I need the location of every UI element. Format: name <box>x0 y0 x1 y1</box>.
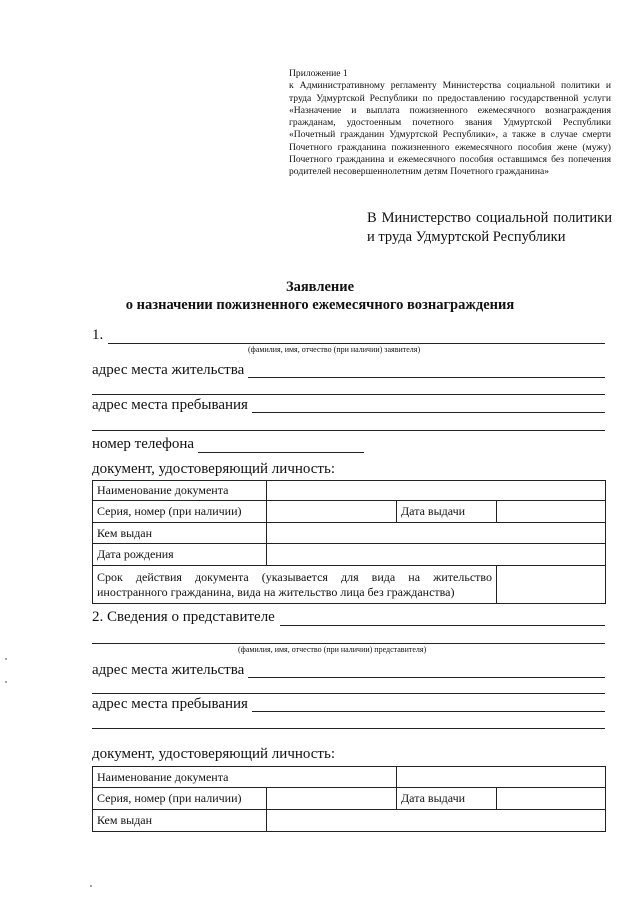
table-row <box>93 767 606 788</box>
scan-speck <box>5 681 7 683</box>
representative-name-caption: (фамилия, имя, отчество (при наличии) представителя) <box>238 645 427 654</box>
rep-issued-by-label: Кем выдан <box>93 810 267 832</box>
stay-label: адрес места пребывания <box>92 397 248 413</box>
section1-number: 1. <box>92 327 104 343</box>
validity-line2: иностранного гражданина, вида на жительство лица без гражданства) <box>97 584 455 599</box>
representative-field[interactable] <box>280 625 605 626</box>
applicant-name-caption: (фамилия, имя, отчество (при наличии) заявителя) <box>248 345 421 354</box>
issued-by-cell[interactable] <box>267 523 606 544</box>
rep-residence-label: адрес места жительства <box>92 662 245 678</box>
table-row <box>93 810 606 832</box>
rep-doc-name-label: Наименование документа <box>93 767 397 788</box>
rep-stay-field-line2[interactable] <box>92 728 605 729</box>
residence-label: адрес места жительства <box>92 362 245 378</box>
scan-speck <box>90 885 92 887</box>
rep-stay-field[interactable] <box>252 711 605 712</box>
id-doc-label: документ, удостоверяющий личность: <box>92 461 335 477</box>
rep-residence-field[interactable] <box>248 677 605 678</box>
table-row <box>93 481 606 501</box>
validity-label <box>93 566 497 604</box>
issue-date-label: Дата выдачи <box>397 501 497 523</box>
addressee: В Министерство социальной политики и труда Удмуртской Республики <box>367 210 612 245</box>
rep-series-number-label: Серия, номер (при наличии) <box>93 788 267 810</box>
issued-by-label: Кем выдан <box>93 523 267 544</box>
scan-speck <box>5 658 7 660</box>
series-number-cell[interactable] <box>267 501 397 523</box>
issue-date-cell[interactable] <box>497 501 606 523</box>
validity-line1: Срок действия документа (указывается для вида на жительство <box>97 569 492 584</box>
birth-date-cell[interactable] <box>267 544 606 566</box>
birth-date-label: Дата рождения <box>93 544 267 566</box>
table-row <box>93 566 606 604</box>
rep-series-number-cell[interactable] <box>267 788 397 810</box>
phone-label: номер телефона <box>92 436 195 452</box>
table-row <box>93 501 606 523</box>
residence-field-line2[interactable] <box>92 394 605 395</box>
document-subtitle: о назначении пожизненного ежемесячного вознаграждения <box>125 297 515 313</box>
id-document-table <box>92 480 606 604</box>
rep-residence-field-line2[interactable] <box>92 693 605 694</box>
phone-field[interactable] <box>198 452 364 453</box>
applicant-name-field[interactable] <box>108 343 605 344</box>
representative-label: 2. Сведения о представителе <box>92 609 275 625</box>
stay-field-line2[interactable] <box>92 430 605 431</box>
rep-doc-name-cell[interactable] <box>397 767 606 788</box>
doc-name-label: Наименование документа <box>93 481 267 501</box>
table-row <box>93 523 606 544</box>
rep-id-document-table <box>92 766 606 832</box>
table-row <box>93 544 606 566</box>
rep-stay-label: адрес места пребывания <box>92 696 248 712</box>
series-number-label: Серия, номер (при наличии) <box>93 501 267 523</box>
appendix-block <box>289 68 611 179</box>
appendix-title: Приложение 1 <box>289 68 348 79</box>
validity-cell[interactable] <box>497 566 606 604</box>
rep-issue-date-label: Дата выдачи <box>397 788 497 810</box>
appendix-text: к Административному регламенту Министерства социальной политики и труда Удмуртской Республики по предоставлению государственной услуги «Назначение и выплата пожизненного ежемесячного вознаграждения гражданам, удостоенным почетного звания Удмуртской Республики «Почетный гражданин Удмуртской Республики», а также в случае смерти Почетного гражданина пожизненного ежемесячного пособия жене (мужу) Почетного гражданина и ежемесячного пособия оставшимся без попечения родителей несовершеннолетним детям Почетного гражданина» <box>289 80 611 178</box>
residence-field[interactable] <box>248 377 605 378</box>
doc-name-cell[interactable] <box>267 481 606 501</box>
rep-id-doc-label: документ, удостоверяющий личность: <box>92 746 335 762</box>
rep-issue-date-cell[interactable] <box>497 788 606 810</box>
representative-name-field[interactable] <box>92 643 605 644</box>
document-title: Заявление <box>285 279 355 295</box>
table-row <box>93 788 606 810</box>
rep-issued-by-cell[interactable] <box>267 810 606 832</box>
stay-field[interactable] <box>252 412 605 413</box>
